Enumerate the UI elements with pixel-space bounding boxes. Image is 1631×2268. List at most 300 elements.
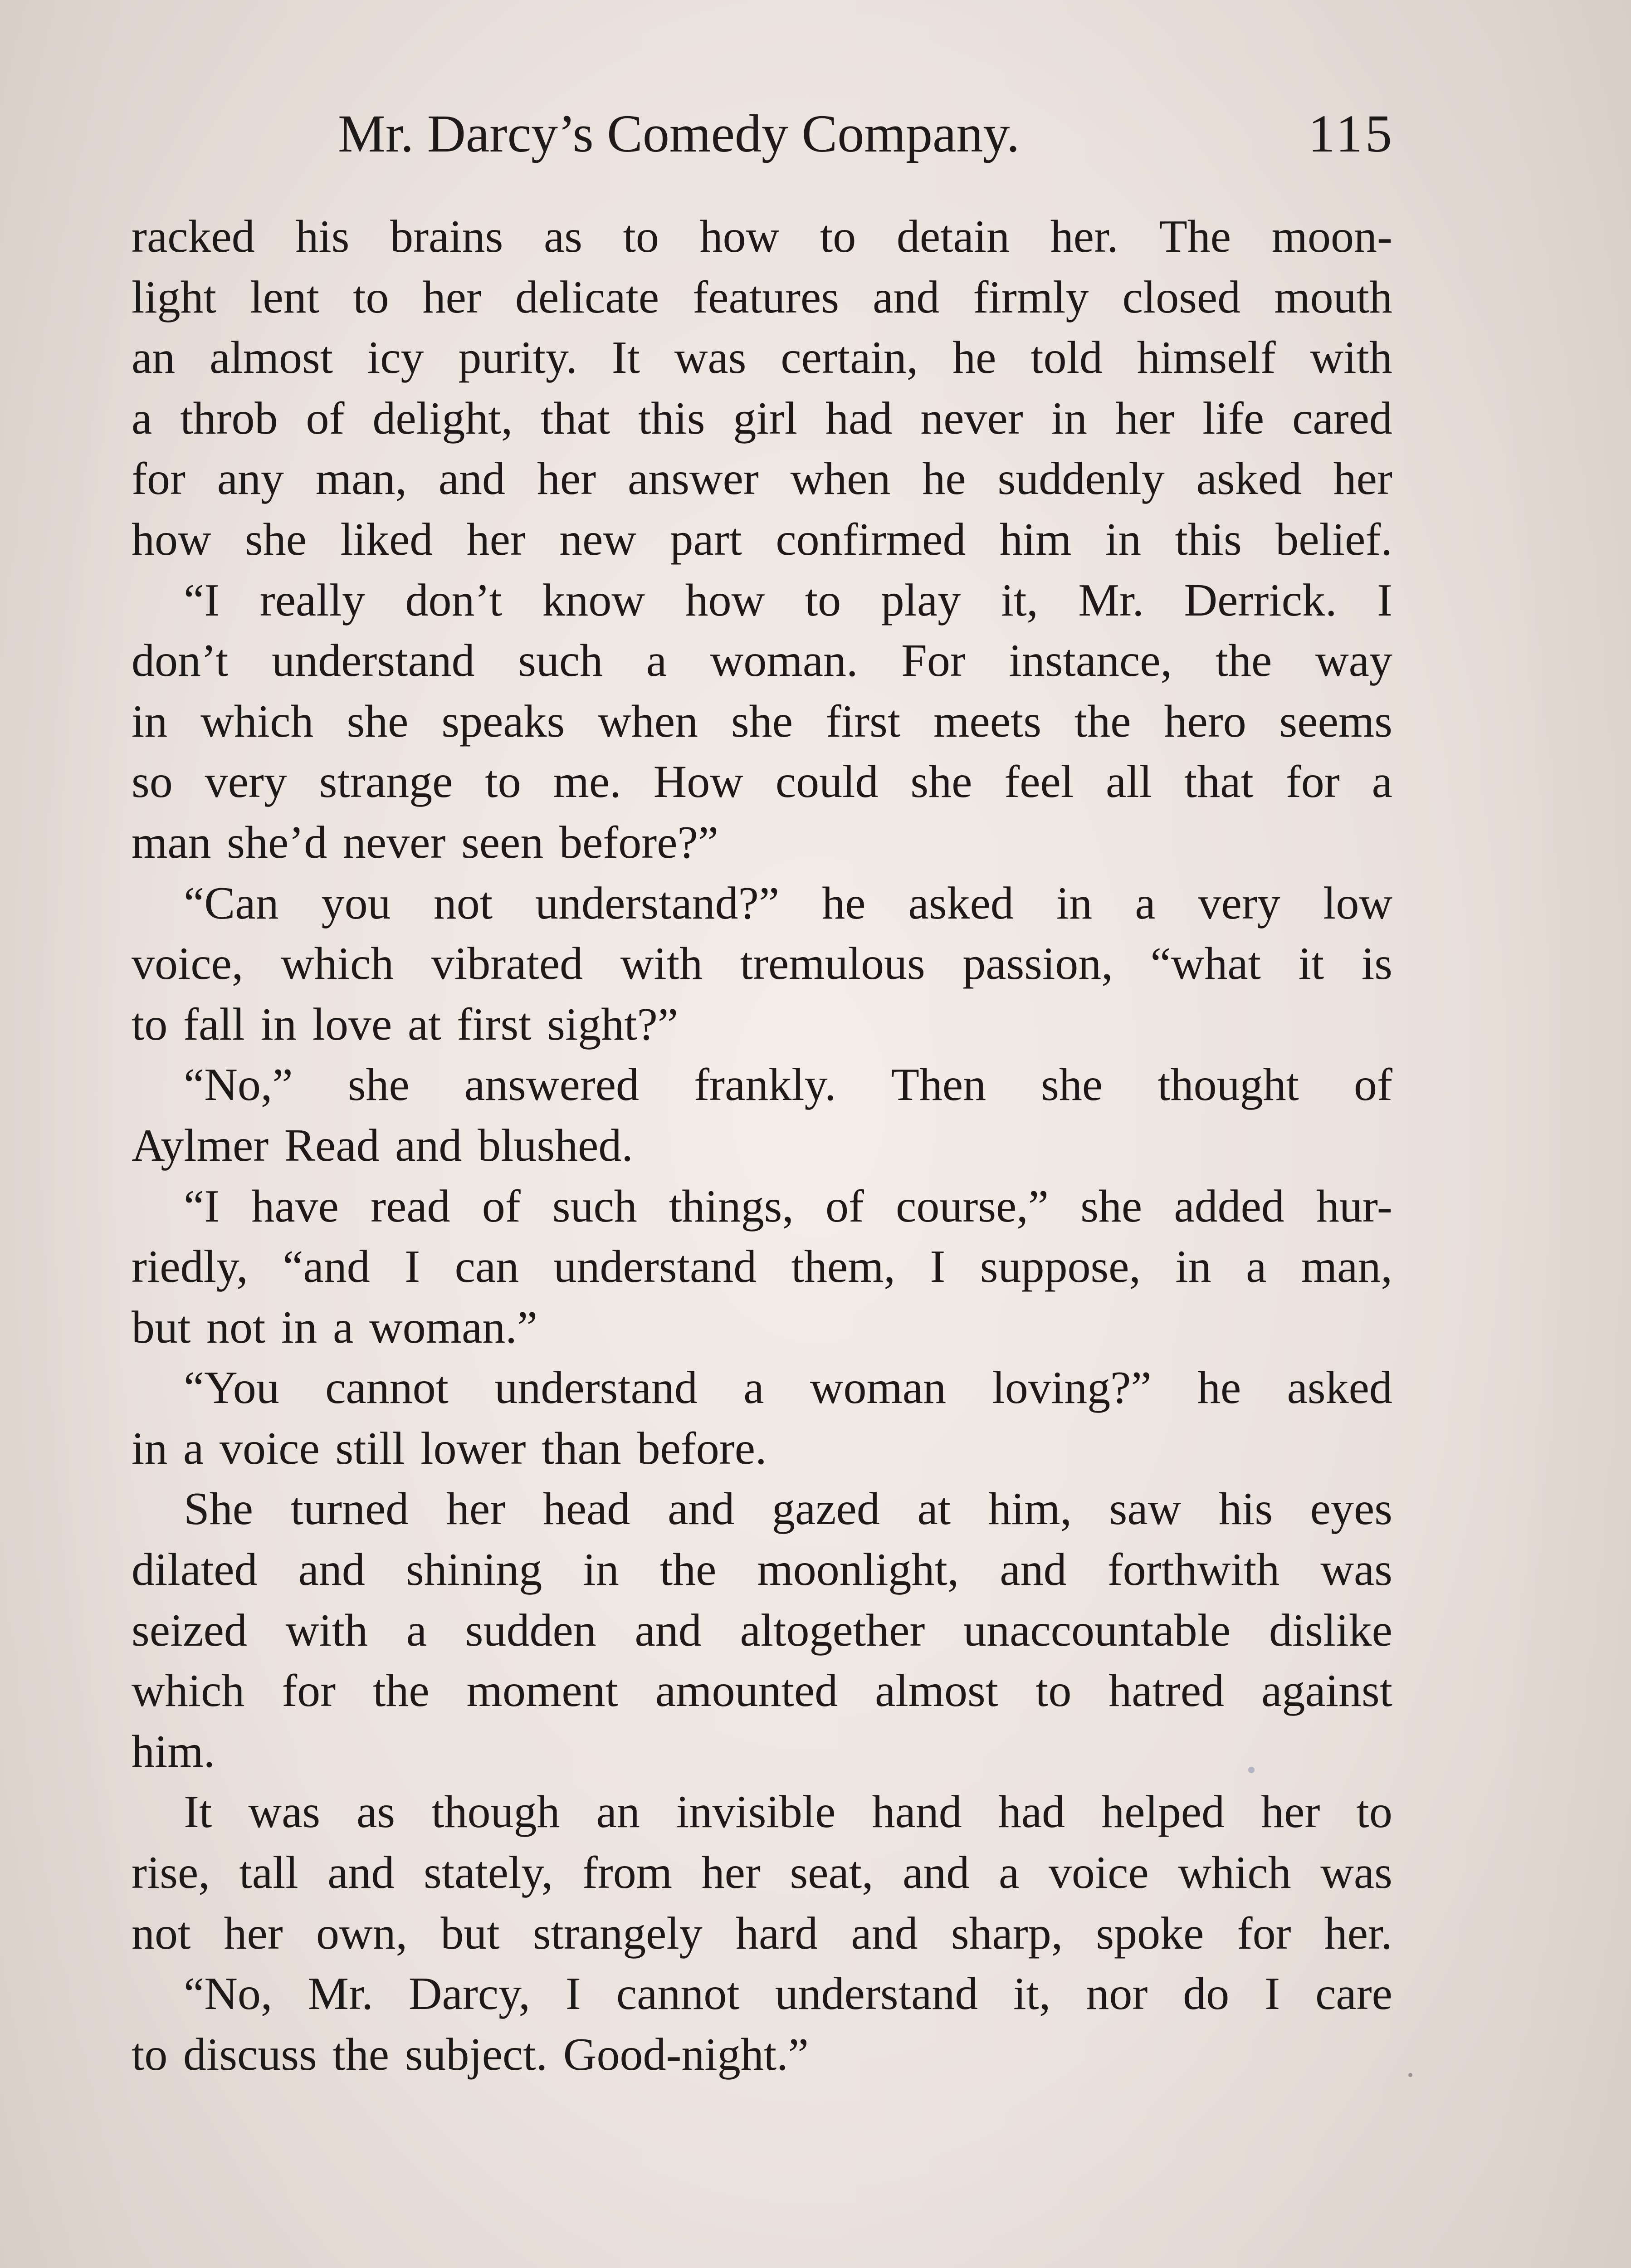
text-line: [132, 1358, 1392, 1418]
word: him.: [132, 1725, 215, 1777]
word: frankly.: [694, 1059, 836, 1111]
word: way: [1315, 635, 1392, 687]
word: when: [598, 695, 698, 747]
word: cared: [1292, 392, 1392, 444]
word: still: [335, 1422, 405, 1474]
word: fall: [183, 998, 245, 1050]
word: eyes: [1310, 1483, 1392, 1535]
word: was: [674, 332, 747, 384]
word: his: [1218, 1483, 1273, 1535]
word: her: [1333, 453, 1392, 505]
word: loving?”: [992, 1362, 1152, 1414]
word: for: [282, 1665, 336, 1717]
text-line: [132, 812, 1392, 873]
word: purity.: [458, 332, 577, 384]
word: forthwith: [1107, 1544, 1280, 1596]
word: her.: [1324, 1907, 1392, 1959]
word: brains: [390, 211, 503, 262]
word: an: [132, 332, 176, 384]
word: don’t: [132, 635, 229, 687]
word: “and: [283, 1241, 370, 1293]
text-line: [132, 934, 1392, 994]
word: a: [406, 1604, 427, 1656]
word: her: [224, 1907, 283, 1959]
word: it,: [1013, 1968, 1051, 2020]
word: at: [917, 1483, 951, 1535]
word: blushed.: [478, 1119, 633, 1171]
word: woman.”: [369, 1301, 538, 1353]
word: “I: [184, 574, 220, 626]
word: cannot: [325, 1362, 449, 1414]
word: when: [790, 453, 891, 505]
word: with: [285, 1604, 368, 1656]
word: but: [132, 1301, 191, 1353]
word: own,: [316, 1907, 408, 1959]
word: sight?”: [547, 998, 679, 1050]
word: and: [851, 1907, 918, 1959]
word: at: [407, 998, 441, 1050]
word: for: [132, 453, 186, 505]
word: part: [670, 513, 742, 565]
word: any: [217, 453, 284, 505]
word: her: [537, 453, 596, 505]
word: lent: [250, 271, 320, 323]
paper-speck: [1248, 1767, 1255, 1773]
word: he: [822, 877, 866, 929]
word: she: [731, 695, 793, 747]
word: she: [347, 695, 409, 747]
word: which: [200, 695, 314, 747]
word: passion,: [962, 938, 1113, 990]
text-line: [132, 1237, 1392, 1297]
text-line: [132, 691, 1392, 752]
word: “No,”: [184, 1059, 293, 1111]
word: really: [259, 574, 365, 626]
word: of: [1354, 1059, 1392, 1111]
word: seen: [461, 816, 544, 868]
word: understand: [553, 1241, 757, 1293]
word: to: [623, 211, 659, 262]
word: features: [693, 271, 840, 323]
word: the: [373, 1665, 430, 1717]
word: voice: [1048, 1847, 1149, 1899]
word: how: [132, 513, 211, 565]
text-line: [132, 388, 1392, 449]
word: but: [440, 1907, 500, 1959]
text-line: [132, 1721, 1392, 1782]
word: answered: [464, 1059, 639, 1111]
word: a: [1135, 877, 1156, 929]
word: moment: [466, 1665, 618, 1717]
text-line: [132, 449, 1392, 509]
word: her.: [1050, 211, 1118, 262]
word: woman: [810, 1362, 947, 1414]
word: low: [1323, 877, 1392, 929]
word: understand?”: [535, 877, 780, 929]
word: do: [1183, 1968, 1230, 2020]
word: seems: [1279, 695, 1392, 747]
word: closed: [1122, 271, 1241, 323]
word: man,: [1301, 1241, 1392, 1293]
word: which: [1178, 1847, 1291, 1899]
word: moon-: [1271, 211, 1392, 262]
word: invisible: [676, 1786, 836, 1838]
word: mouth: [1274, 271, 1392, 323]
word: sudden: [465, 1604, 596, 1656]
word: first: [825, 695, 901, 747]
word: in: [281, 1301, 317, 1353]
word: how: [685, 574, 765, 626]
word: against: [1261, 1665, 1392, 1717]
word: understand: [494, 1362, 698, 1414]
word: and: [635, 1604, 702, 1656]
running-head: [338, 98, 1395, 170]
word: to: [1356, 1786, 1392, 1838]
word: moonlight,: [757, 1544, 959, 1596]
word: belief.: [1275, 513, 1392, 565]
word: saw: [1109, 1483, 1182, 1535]
word: and: [903, 1847, 970, 1899]
word: rise,: [132, 1847, 210, 1899]
running-title: Mr. Darcy’s Comedy Company.: [338, 104, 1020, 163]
word: know: [542, 574, 645, 626]
text-line: [132, 994, 1392, 1055]
word: the: [659, 1544, 717, 1596]
word: girl: [733, 392, 798, 444]
word: understand: [272, 635, 475, 687]
word: to: [805, 574, 841, 626]
word: have: [251, 1180, 339, 1232]
word: She: [184, 1483, 253, 1535]
word: never: [920, 392, 1023, 444]
word: in: [132, 1422, 168, 1474]
word: with: [620, 938, 703, 990]
word: almost: [210, 332, 333, 384]
page-number: 115: [1308, 104, 1395, 163]
word: a: [333, 1301, 354, 1353]
word: “You: [184, 1362, 279, 1414]
word: voice,: [132, 938, 244, 990]
word: for: [1237, 1907, 1291, 1959]
word: in: [132, 695, 168, 747]
word: that: [1184, 756, 1254, 808]
word: this: [638, 392, 705, 444]
word: her: [466, 513, 526, 565]
word: Derrick.: [1184, 574, 1337, 626]
word: “Can: [184, 877, 279, 929]
word: understand: [775, 1968, 978, 2020]
word: instance,: [1009, 635, 1172, 687]
word: I: [405, 1241, 420, 1293]
word: hard: [735, 1907, 818, 1959]
word: is: [1361, 938, 1392, 990]
word: shining: [405, 1544, 542, 1596]
word: I: [930, 1241, 946, 1293]
word: hatred: [1108, 1665, 1225, 1717]
text-line: [132, 873, 1392, 934]
text-line: [132, 1479, 1392, 1540]
word: suddenly: [997, 453, 1165, 505]
word: added: [1174, 1180, 1284, 1232]
word: things,: [669, 1180, 794, 1232]
word: Good-night.”: [563, 2028, 809, 2080]
word: to: [485, 756, 521, 808]
word: was: [1320, 1544, 1392, 1596]
word: which: [281, 938, 394, 990]
word: was: [1320, 1847, 1392, 1899]
word: such: [552, 1180, 637, 1232]
word: delicate: [515, 271, 659, 323]
word: in: [1105, 513, 1142, 565]
word: racked: [132, 211, 255, 262]
word: had: [825, 392, 893, 444]
word: all: [1106, 756, 1152, 808]
word: not: [206, 1301, 266, 1353]
text-line: [132, 509, 1392, 570]
word: meets: [933, 695, 1042, 747]
word: seat,: [790, 1847, 874, 1899]
word: vibrated: [431, 938, 583, 990]
text-line: [132, 1782, 1392, 1843]
word: an: [596, 1786, 640, 1838]
word: than: [542, 1422, 621, 1474]
word: play: [881, 574, 961, 626]
text-line: [132, 631, 1392, 691]
word: her: [701, 1847, 761, 1899]
word: a: [743, 1362, 764, 1414]
text-line: [132, 1661, 1392, 1721]
word: asked: [1287, 1362, 1392, 1414]
word: head: [542, 1483, 630, 1535]
text-line: [132, 1540, 1392, 1600]
word: Then: [891, 1059, 986, 1111]
word: I: [1265, 1968, 1280, 2020]
word: to: [132, 998, 168, 1050]
text-line: [132, 1843, 1392, 1903]
word: turned: [290, 1483, 409, 1535]
word: almost: [875, 1665, 999, 1717]
word: hero: [1164, 695, 1246, 747]
word: I: [565, 1968, 581, 2020]
word: icy: [367, 332, 424, 384]
word: tremulous: [740, 938, 925, 990]
word: a: [1246, 1241, 1267, 1293]
word: in: [1056, 877, 1093, 929]
word: a: [183, 1422, 204, 1474]
word: very: [1198, 877, 1280, 929]
word: before.: [637, 1422, 767, 1474]
word: them,: [791, 1241, 895, 1293]
word: certain,: [781, 332, 918, 384]
word: feel: [1004, 756, 1074, 808]
text-line: [132, 1297, 1392, 1358]
word: so: [132, 756, 173, 808]
word: and: [668, 1483, 735, 1535]
text-line: [132, 1903, 1392, 1964]
text-line: [132, 206, 1392, 267]
word: her: [422, 271, 482, 323]
word: voice: [219, 1422, 320, 1474]
word: life: [1202, 392, 1265, 444]
word: firmly: [973, 271, 1089, 323]
word: never: [342, 816, 446, 868]
word: can: [454, 1241, 519, 1293]
word: as: [544, 211, 582, 262]
word: her: [1115, 392, 1175, 444]
word: first: [457, 998, 532, 1050]
word: It: [611, 332, 640, 384]
text-line: [132, 1964, 1392, 2024]
word: helped: [1101, 1786, 1225, 1838]
word: him: [999, 513, 1072, 565]
text-line: [132, 1115, 1392, 1176]
word: Aylmer: [132, 1119, 269, 1171]
word: could: [775, 756, 879, 808]
word: don’t: [405, 574, 502, 626]
word: and: [438, 453, 506, 505]
word: It: [184, 1786, 212, 1838]
word: thought: [1157, 1059, 1299, 1111]
word: stately,: [424, 1847, 553, 1899]
word: she: [1080, 1180, 1143, 1232]
word: “No,: [184, 1968, 273, 2020]
word: though: [431, 1786, 560, 1838]
word: cannot: [616, 1968, 740, 2020]
word: he: [952, 332, 996, 384]
word: not: [433, 877, 493, 929]
word: to: [1035, 1665, 1072, 1717]
word: altogether: [740, 1604, 925, 1656]
word: with: [1310, 332, 1392, 384]
word: it,: [1001, 574, 1038, 626]
word: care: [1315, 1968, 1392, 2020]
word: new: [559, 513, 637, 565]
word: a: [1372, 756, 1392, 808]
word: the: [1074, 695, 1131, 747]
paper-speck: [1408, 2073, 1412, 2077]
text-line: [132, 570, 1392, 631]
word: light: [132, 271, 217, 323]
word: “I: [184, 1180, 220, 1232]
word: had: [998, 1786, 1065, 1838]
word: she’d: [227, 816, 327, 868]
word: himself: [1137, 332, 1276, 384]
word: to: [132, 2028, 168, 2080]
word: and: [1000, 1544, 1067, 1596]
text-line: [132, 2024, 1392, 2085]
word: asked: [908, 877, 1014, 929]
word: he: [1197, 1362, 1241, 1414]
word: suppose,: [980, 1241, 1141, 1293]
word: gazed: [772, 1483, 880, 1535]
word: sharp,: [951, 1907, 1063, 1959]
text-line: [132, 1600, 1392, 1661]
word: you: [321, 877, 391, 929]
word: read: [371, 1180, 450, 1232]
word: and: [298, 1544, 365, 1596]
word: his: [295, 211, 350, 262]
word: lower: [420, 1422, 526, 1474]
word: liked: [340, 513, 433, 565]
word: riedly,: [132, 1241, 248, 1293]
text-line: [132, 267, 1392, 328]
word: For: [901, 635, 966, 687]
word: woman.: [710, 635, 858, 687]
word: as: [356, 1786, 396, 1838]
word: of: [306, 392, 345, 444]
word: nor: [1086, 1968, 1148, 2020]
word: before?”: [559, 816, 719, 868]
word: not: [132, 1907, 191, 1959]
word: confirmed: [776, 513, 966, 565]
word: strange: [319, 756, 453, 808]
word: told: [1030, 332, 1103, 384]
word: dislike: [1269, 1604, 1392, 1656]
word: The: [1159, 211, 1231, 262]
word: in: [1175, 1241, 1211, 1293]
word: spoke: [1096, 1907, 1204, 1959]
word: Mr.: [1078, 574, 1144, 626]
word: such: [518, 635, 603, 687]
word: love: [312, 998, 392, 1050]
word: a: [132, 392, 152, 444]
word: to: [353, 271, 389, 323]
word: and: [327, 1847, 395, 1899]
word: discuss: [183, 2028, 317, 2080]
word: she: [347, 1059, 410, 1111]
word: “what: [1150, 938, 1261, 990]
word: man,: [315, 453, 407, 505]
word: she: [910, 756, 972, 808]
word: for: [1285, 756, 1340, 808]
text-line: [132, 327, 1392, 388]
word: very: [205, 756, 287, 808]
word: he: [922, 453, 966, 505]
word: it: [1298, 938, 1324, 990]
word: of: [825, 1180, 864, 1232]
body-text: [132, 206, 1392, 2085]
word: she: [245, 513, 307, 565]
word: unaccountable: [963, 1604, 1231, 1656]
word: and: [395, 1119, 462, 1171]
word: How: [653, 756, 743, 808]
word: the: [332, 2028, 390, 2080]
word: the: [1215, 635, 1272, 687]
word: this: [1175, 513, 1242, 565]
word: him,: [988, 1483, 1072, 1535]
word: hand: [872, 1786, 962, 1838]
word: in: [1051, 392, 1088, 444]
word: subject.: [405, 2028, 548, 2080]
word: that: [541, 392, 610, 444]
word: in: [260, 998, 297, 1050]
word: speaks: [441, 695, 565, 747]
word: she: [1041, 1059, 1103, 1111]
word: answer: [627, 453, 759, 505]
word: man: [132, 816, 211, 868]
word: throb: [180, 392, 278, 444]
word: from: [582, 1847, 673, 1899]
word: amounted: [655, 1665, 838, 1717]
word: which: [132, 1665, 245, 1717]
text-line: [132, 1418, 1392, 1479]
word: dilated: [132, 1544, 258, 1596]
word: seized: [132, 1604, 247, 1656]
word: Darcy,: [408, 1968, 530, 2020]
word: course,”: [896, 1180, 1049, 1232]
word: asked: [1196, 453, 1302, 505]
word: of: [482, 1180, 521, 1232]
